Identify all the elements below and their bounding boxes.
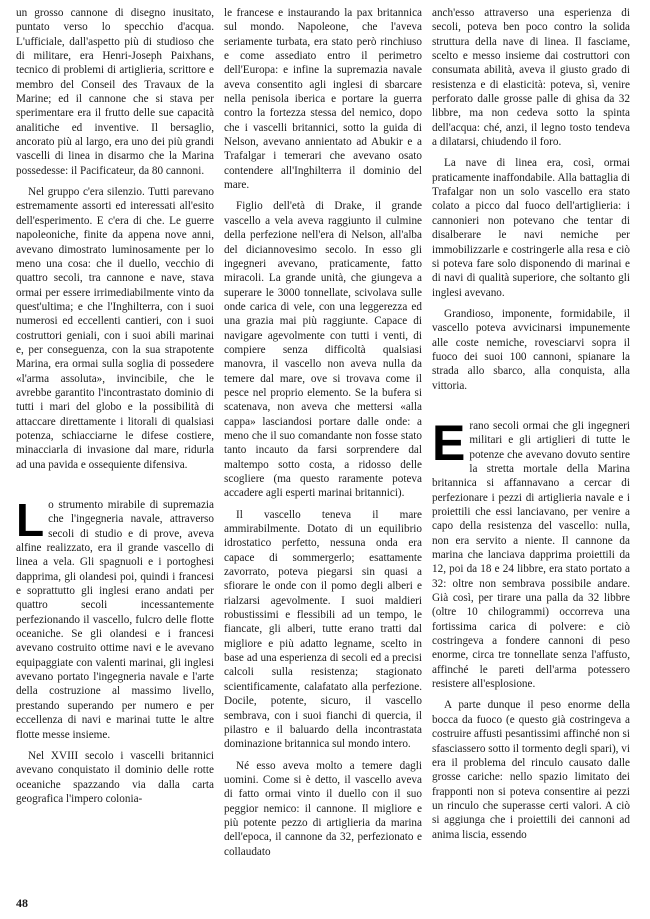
paragraph: le francese e instaurando la pax britannica sul mondo. Napoleone, che l'aveva seriamente turbata, era stato però rinchiuso e come assediato entro il perimetro dell'Europa: e infine la supremazia navale aveva consentito agli inglesi di sbarcare nella penisola iberica e portare la guerra contro la fortezza stessa del nemico, dopo che i vascelli britannici, sotto la guida di Nelson, avevano annientato ad Abukir e a Trafalgar i temerari che avevano osato contendere all'Inghilterra il dominio del mare. <box>224 7 422 192</box>
drop-cap-letter: L <box>16 494 45 546</box>
drop-cap-letter: E <box>432 414 466 471</box>
paragraph: Né esso aveva molto a temere dagli uomini. Come si è detto, il vascello aveva di fatto ormai vinto il duello con il suo peggior nemico: il cannone. Il migliore e più potente pezzo di artiglieria da marina dell'epoca, il cannone da 32, perfezionato e collaudato <box>224 759 422 858</box>
page-number: 48 <box>16 896 28 910</box>
paragraph: Grandioso, imponente, formidabile, il vascello poteva avvicinarsi impunemente alle coste nemiche, rovesciarvi sopra il fuoco dei suoi 100 cannoni, spianare la strada allo sbarco, alla conquista, alla vittoria. <box>432 307 630 392</box>
paragraph-dropcap <box>16 494 214 742</box>
paragraph-dropcap <box>432 414 630 692</box>
paragraph-text: o strumento mirabile di supremazia che l'ingegneria navale, attraverso secoli di studio e di prove, aveva alfine realizzato, era il grande vascello di linea a vela. Gli spagnuoli e i portoghesi dapprima, gli olandesi poi, quindi i francesi e soprattutto gli inglesi erano andati per quattro secoli incessantemente perfezionando il vascello, fulcro delle flotte oceaniche. Se gli olandesi e i francesi avevano costruito ottime navi e le avevano equipaggiate con valenti marinai, gli inglesi avevano portato l'ingegneria navale e l'arte della costruzione al massimo livello, prestando superando per numero e per eccellenza di navi e marinai tutte le altre flotte messe insieme. <box>16 499 214 741</box>
paragraph: un grosso cannone di disegno inusitato, puntato verso lo specchio d'acqua. L'ufficiale, dall'aspetto più di studioso che di militare, era Henri-Joseph Paixhans, tecnico di problemi di artiglieria, scrittore e membro del Conseil des Travaux de la Marine; ed il cannone che si stava per sperimentare era il frutto delle sue capacità analitiche ed inventive. Il bersaglio, ancorato più al largo, era uno dei più grandi vascelli di linea in disarmo che la Marina possedesse: il Pacificateur, da 80 cannoni. <box>16 7 214 177</box>
paragraph: Nel gruppo c'era silenzio. Tutti parevano estremamente assorti ed interessati all'esito dell'esperimento. E c'era di che. Le guerre napoleoniche, finite da appena nove anni, avevano dimostrato luminosamente per lo meno una cosa: che il duello, vecchio di quattro secoli, tra cannone e nave, stava ormai per essere irrimediabilmente vinto da quest'ultima; e che l'Inghilterra, con i suoi numerosi ed eccellenti cantieri, con i suoi costruttori geniali, con i suoi abili marinai e, per conseguenza, con la sua strapotente Marina, era ormai sulla soglia di possedere «l'arma assoluta», invincibile, che le avrebbe garantito l'incontrastato dominio di tutti i mari del globo e la possibilità di attaccare direttamente i litorali di qualsiasi potenza, schiacciarne le difese costiere, minacciarla di invasione dal mare, ridurla ad una pavida e ossequiente difensiva. <box>16 186 214 471</box>
text-column-3 <box>432 6 630 842</box>
text-column-2 <box>224 6 422 859</box>
paragraph-text: rano secoli ormai che gli ingegneri militari e gli artiglieri di tutte le potenze che avevano dovuto sentire la stretta mortale della Marina britannica si affannavano a cercar di perfezionare i pezzi di artiglieria navale e i proiettili che essi lanciavano, per venire a capo della resistenza del vascello: nulla, non era servito a niente. Il cannone da marina che lanciava dapprima proiettili da 12, poi da 18 e 24 libbre, era stato portato a 32: oltre non sembrava possibile andare. Già così, per tirare una palla da 32 libbre (oltre 10 chilogrammi) occorreva una fortissima carica di polvere: e ciò costringeva a fondere cannoni di peso enorme, circa tre tonnellate senza l'affusto, affinché le pareti dell'arma potessero resistere all'esplosione. <box>432 419 630 691</box>
paragraph: A parte dunque il peso enorme della bocca da fuoco (e questo già costringeva a costruire affusti pesantissimi affinché non si sfasciassero sotto il tormento degli spari), vi era il problema del rinculo causato dalle grosse cariche: nello spazio limitato dei frapponti non si poteva consentire ai pezzi un rinculo che superasse certi valori. A ciò si aggiunga che i proiettili dei cannoni ad anima liscia, essendo <box>432 699 630 841</box>
paragraph: Nel XVIII secolo i vascelli britannici avevano conquistato il dominio delle rotte oceaniche spazzando via dalla carta geografica l'impero colonia- <box>16 749 214 805</box>
paragraph: anch'esso attraverso una esperienza di secoli, poteva ben poco contro la solida struttura della nave di linea. Il fasciame, scelto e messo insieme dai costruttori con consumata abilità, aveva il giusto grado di resistenza e di elasticità: poteva, sì, venire perforato dalle grosse palle di ghisa da 32 libbre, ma non cedeva sotto la spinta dell'acqua: ché, anzi, il legno tosto tendeva a dilatarsi, chiudendo il foro. <box>432 7 630 149</box>
paragraph: Il vascello teneva il mare ammirabilmente. Dotato di un equilibrio idrostatico perfetto, nessuna onda era capace di sommergerlo; esattamente zavorrato, poteva piegarsi sin quasi a sfiorare le onde con il pomo degli alberi e rialzarsi agevolmente. I suoi maldieri robustissimi e flessibili ad un tempo, le fiancate, gli alberi, tutte erano tratti dal migliore e più adatto legname, scelto in base ad una esperienza di secoli ed a precisi calcoli sulla resistenza; stagionato scientificamente, calafatato alla perfezione. Docile, potente, sicuro, il vascello sembrava, con i suoi fianchi di quercia, il pilastro e il baluardo della incontrastata dominazione britannica sul mondo intero. <box>224 508 422 751</box>
paragraph: Figlio dell'età di Drake, il grande vascello a vela aveva raggiunto il culmine della perfezione nell'era di Nelson, all'alba del diciannovesimo secolo. In esso gli ingegneri avevano, praticamente, fatto miracoli. La grande unità, che giungeva a superare le 3000 tonnellate, scivolava sulle onde carica di vele, con una leggerezza ed una grazia mai più raggiunte. Capace di navigare agevolmente con tutti i venti, di compiere senza difficoltà qualsiasi manovra, il vascello non aveva nulla da temere dal mare, ove si trovava come il pesce nel proprio elemento. Se la bufera si scatenava, non aveva che mettersi «alla cappa» lasciandosi portare dalle onde: a meno che il suo comandante non fosse stato tanto incauto da farsi sorprendere dal maltempo sotto costa, a ridosso delle scogliere (ma questo raramente poteva accadere agli esperti marinai britannici). <box>224 200 422 500</box>
text-column-1 <box>16 6 214 806</box>
paragraph: La nave di linea era, così, ormai praticamente inaffondabile. Alla battaglia di Trafalgar non un solo vascello era stato colato a picco dal fuoco dell'artiglieria: i cannonieri non potevano che tentar di disalberare le navi nemiche per immobilizzarle e costringerle alla resa e ciò si poteva fare solo disponendo di marinai e di navi di qualità superiore, che soltanto gli inglesi avevano. <box>432 157 630 299</box>
